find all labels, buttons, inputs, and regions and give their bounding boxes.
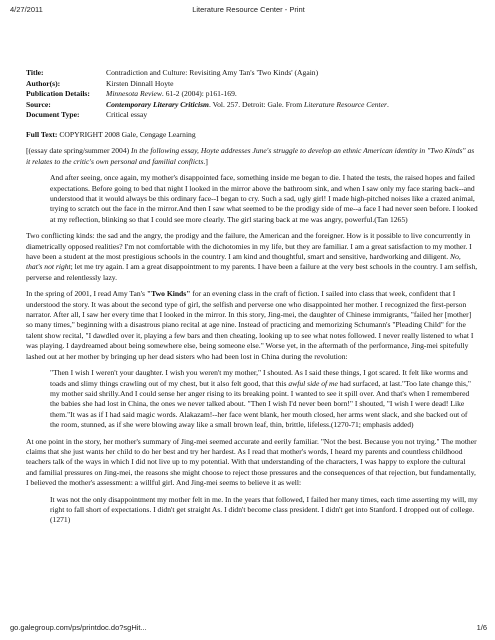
page-footer bbox=[10, 623, 487, 635]
page-header-title: Literature Resource Center - Print bbox=[192, 5, 305, 14]
print-date: 4/27/2011 bbox=[10, 5, 43, 14]
paragraph-3: At one point in the story, her mother's summary of Jing-mei seemed accurate and eerily familiar. "Not the best. Because you not trying." The mother claims that she just wants her child to do her best and try her hardest. As I read that mother's words, I heard my parents and countless childhood teachers talk of the ways in which I did not live up to my potential. With that understanding of the characters, I was happy to explore the cultural and familial pressures on Jing-mei, the reasons she might choose to reject those pressures and the consequences of that rejection, but fundamentally, I believed the mother's assessment: a willful girl. And Jing-mei seems to believe it as well: bbox=[26, 436, 477, 488]
publication-label: Publication Details: bbox=[26, 89, 90, 99]
meta-row-doctype bbox=[26, 110, 389, 121]
title-label: Title: bbox=[26, 68, 44, 77]
block-quote-2-emphasis: awful side of me bbox=[288, 378, 338, 388]
doctype-label: Document Type: bbox=[26, 110, 80, 120]
metadata-table bbox=[26, 68, 389, 121]
source-title: Contemporary Literary Criticism bbox=[106, 99, 209, 109]
meta-row-source bbox=[26, 100, 389, 111]
full-text-label: Full Text: bbox=[26, 129, 58, 139]
source-label: Source: bbox=[26, 99, 51, 109]
doctype-value: Critical essay bbox=[106, 110, 148, 120]
publication-value bbox=[106, 89, 389, 100]
block-quote-3: It was not the only disappointment my mother felt in me. In the years that followed, I failed her many times, each time asserting my will, my right to fall short of expectations. I didn't get straight As. I didn't become class president. I didn't get into Stanford. I dropped out of college.(1271) bbox=[50, 494, 478, 525]
page-number: 1/6 bbox=[476, 623, 487, 632]
publication-details: . 61-2 (2004): p161-169. bbox=[161, 89, 237, 99]
source-value bbox=[106, 100, 389, 111]
author-value: Kirsten Dinnall Hoyte bbox=[106, 78, 174, 88]
source-details: . Vol. 257. Detroit: Gale. From bbox=[208, 99, 305, 109]
meta-row-title bbox=[26, 68, 389, 79]
article-content bbox=[26, 68, 478, 532]
paragraph-1-text-a: Two conflicting kinds: the sad and the angry, the prodigy and the failure, the American and the foreigner. How is it possible to live concurrently in diametrically opposed realities? I'm not comfortable with the dichotomies in my life, but they are familiar. I am a great satisfaction to my mother. I have been a student at the most prestigious schools in the country. I am kind and thoughtful, smart and sensitive, hardworking and diligent. bbox=[26, 231, 472, 262]
journal-name: Minnesota Review bbox=[106, 89, 162, 99]
meta-row-publication bbox=[26, 89, 389, 100]
title-value: Contradiction and Culture: Revisiting Amy Tan's 'Two Kinds' (Again) bbox=[106, 68, 319, 77]
paragraph-1-text-c: ; let me try again. I am a great disappointment to my parents. I have been a failure at the very best schools in the country. I am selfish, perverse and relentlessly lazy. bbox=[26, 262, 478, 282]
source-database: Literature Resource Center bbox=[304, 99, 387, 109]
paragraph-2-text-a: In the spring of 2001, I read Amy Tan's bbox=[26, 289, 147, 299]
paragraph-1 bbox=[26, 231, 478, 283]
full-text-line bbox=[26, 130, 478, 140]
intro-note bbox=[26, 146, 478, 167]
paragraph-1-emphasis: No, that's not right bbox=[26, 252, 461, 272]
page-header bbox=[10, 5, 487, 17]
block-quote-1: And after seeing, once again, my mother's disappointed face, something inside me began to die. I hated the tests, the raised hopes and failed expectations. Before going to bed that night I looked in the mirror above the bathroom sink, and when I saw only my face staring back--and understood that it would always be this ordinary face--I began to cry. Such a sad, ugly girl! I made high-pitched noises like a crazed animal, trying to scratch out the face in the mirror.And then I saw what seemed to be the prodigy side of me--a face I had never seen before. I looked at my reflection, blinking so that I could see more clearly. The girl staring back at me was angry, powerful.(Tan 1265) bbox=[50, 173, 478, 224]
intro-close: ] bbox=[205, 156, 208, 166]
paragraph-2 bbox=[26, 289, 478, 362]
block-quote-2-text-c: had surfaced, at last."Too late change this," my mother said shrilly.And I could sense her anger rising to its breaking point. I wanted to see it spill over. And that's when I remembered the babies she had lost in China, the ones we never talked about. "Then I wish I'd never been born!" I shouted, "I wish I were dead! Like them."It was as if I had said magic words. Alakazam!--her face went blank, her mouth closed, her arms went slack, and she backed out of the room, stunned, as if she were blowing away like a small brown leaf, thin, brittle, lifeless.(1270-71; emphasis added) bbox=[50, 378, 471, 430]
meta-row-author bbox=[26, 79, 389, 90]
essay-date: [(essay date spring/summer 2004) bbox=[26, 146, 132, 156]
intro-summary: In the following essay, Hoyte addresses June's struggle to develop an ethnic American identity in "Two Kinds" as it relates to the critic's own personal and familial conflicts. bbox=[26, 146, 475, 166]
source-period: . bbox=[386, 99, 389, 109]
page-url: go.galegroup.com/ps/printdoc.do?sgHit... bbox=[10, 623, 147, 632]
block-quote-2-text-a: "Then I wish I weren't your daughter. I wish you weren't my mother," I shouted. As I said these things, I got scared. It felt like worms and toads and slimy things crawling out of my chest, but it also felt good, that this bbox=[50, 368, 468, 388]
author-label: Author(s): bbox=[26, 78, 61, 88]
paragraph-2-text-c: for an evening class in the craft of fiction. I sailed into class that week, confident that I understood the story. It was about the second type of girl, the selfish and perverse one who disappointed her mother. I recognized the first-person narrator. After all, I saw her every time that I looked in the mirror. In this story, Jing-mei, the daughter of Chinese immigrants, "failed her [mother] so many times," beginning with a disastrous piano recital at age nine. Instead of practicing and memorizing Schumann's "Pleading Child" for the talent show recital, "I dawdled over it, playing a few bars and then cheating, looking up to see what notes followed. I never really listened to what I was playing. I daydreamed about being somewhere else, being someone else." Worse yet, in the aftermath of the performance, Jing-mei spitefully lashed out at her mother by bringing up her dead sisters who had been lost in China during the revolution: bbox=[26, 289, 474, 361]
copyright-notice: COPYRIGHT 2008 Gale, Cengage Learning bbox=[57, 129, 196, 139]
block-quote-2 bbox=[50, 368, 478, 430]
story-title: "Two Kinds" bbox=[146, 289, 191, 299]
